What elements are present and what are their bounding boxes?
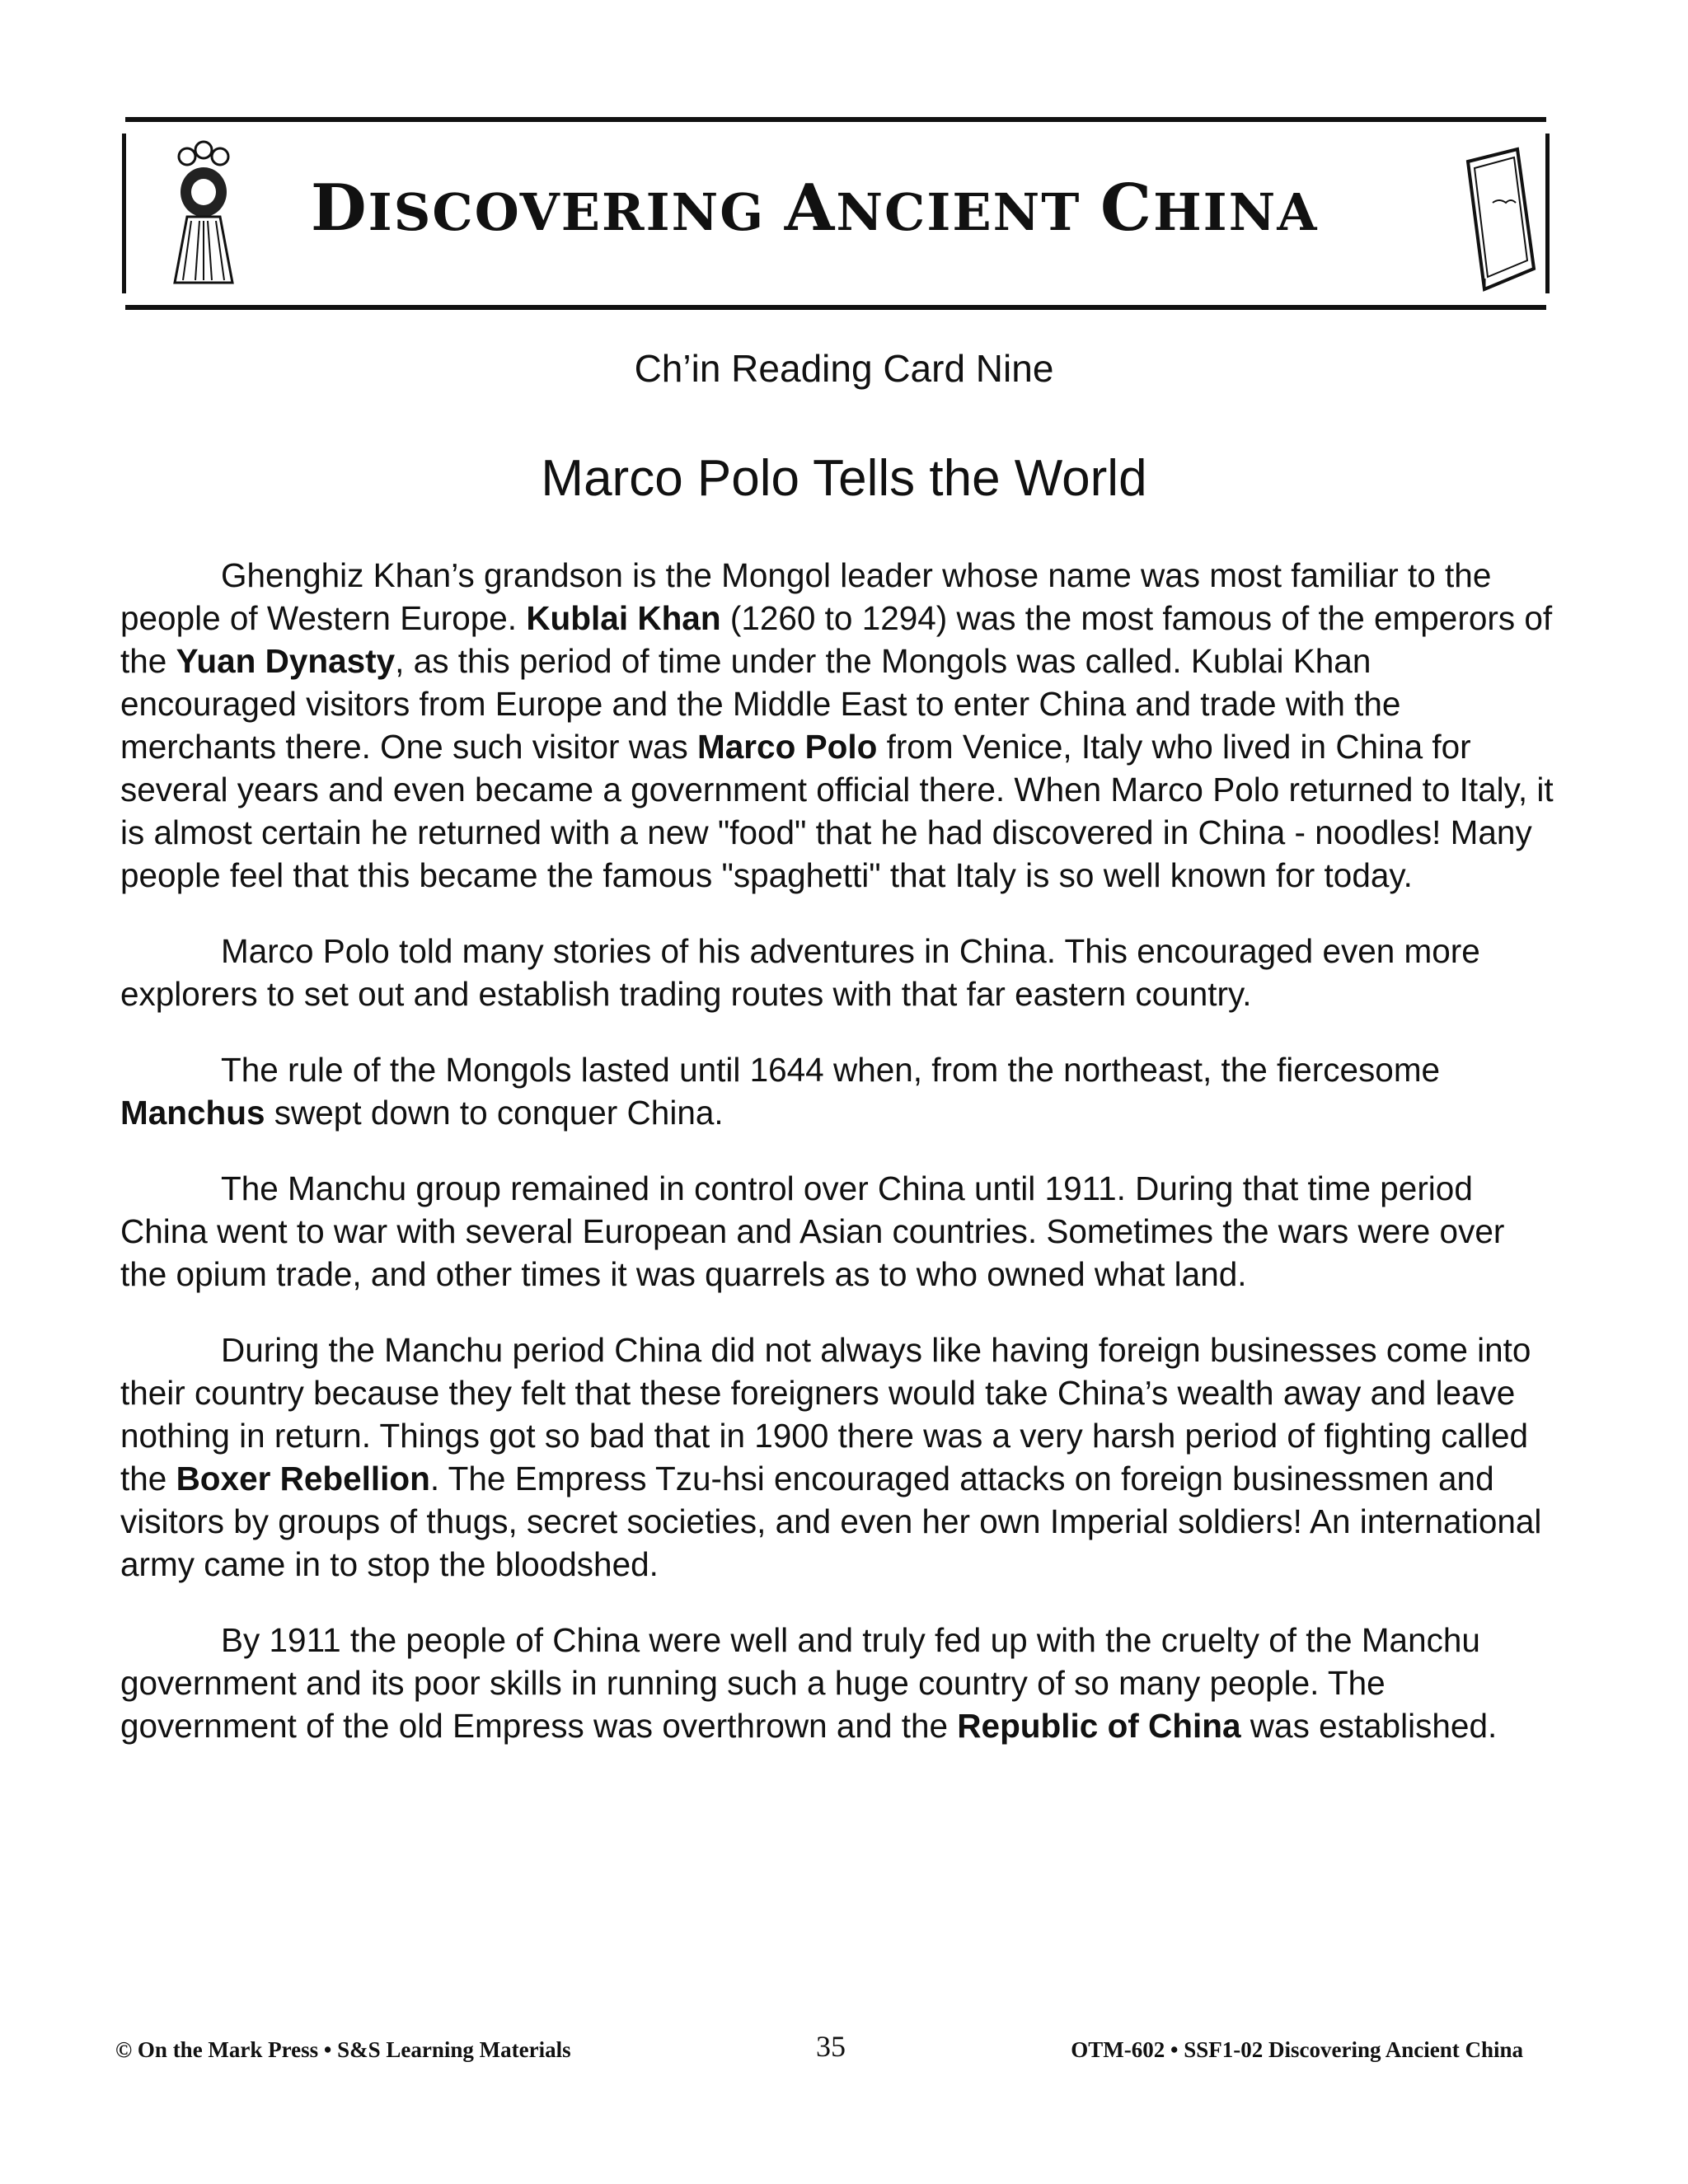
paragraph [120,1048,1554,1134]
page-number: 35 [816,2030,846,2063]
text-run: During the Manchu period China did not always like having foreign businesses come into their country because they felt that these foreigners would take China’s wealth away and leave nothing in return. Things got so bad that in 1900 there was a very harsh period of fighting called the [120,1331,1531,1497]
title-cap: A [784,171,837,246]
text-run: The rule of the Mongols lasted until 1644 when, from the northeast, the fiercesome [221,1051,1441,1089]
title-word: NCIENT [836,182,1100,242]
paragraph [120,930,1554,1015]
text-run: swept down to conquer China. [265,1094,724,1132]
text-run: . The Empress Tzu-hsi encouraged attacks on foreign businessmen and visitors by groups of thugs, secret societies, and even her own Imperial soldiers! An international army came in to stop the bloodshed. [120,1460,1542,1583]
text-run: Marco Polo told many stories of his adventures in China. This encouraged even more explorers to set out and establish trading routes with that far eastern country. [120,932,1480,1013]
bold-term: Marco Polo [697,728,878,766]
bold-term: Kublai Khan [526,599,721,637]
title-cap: C [1100,171,1154,246]
text-run: from Venice, Italy who lived in China for several years and even became a government official there. When Marco Polo returned to Italy, it is almost certain he returned with a new "food" that he had discovered in China - noodles! Many people feel that this became the famous "spaghetti" that Italy is so well known for today. [120,728,1554,894]
title-word: ISCOVERING [368,182,785,242]
bold-term: Yuan Dynasty [176,642,396,680]
text-run: , as this period of time under the Mongols was called. Kublai Khan encouraged visitors from Europe and the Middle East to enter China and trade with the merchants there. One such visitor was [120,642,1401,766]
book-icon [1460,145,1538,293]
bold-term: Republic of China [957,1707,1241,1745]
text-run: By 1911 the people of China were well and truly fed up with the cruelty of the Manchu government and its poor skills in running such a huge country of so many people. The government of the old Empress was overthrown and the [120,1621,1480,1745]
text-run: Ghenghiz Khan’s grandson is the Mongol leader whose name was most familiar to the people of Western Europe. [120,556,1492,637]
bold-term: Manchus [120,1094,265,1132]
banner-border-right [1545,134,1550,293]
text-run: The Manchu group remained in control over China until 1911. During that time period China went to war with several European and Asian countries. Sometimes the wars were over the opium trade, and other times it was quarrels as to who owned what land. [120,1169,1505,1293]
text-run: was established. [1240,1707,1498,1745]
title-word: HINA [1153,182,1319,242]
paragraph [120,554,1554,897]
banner-border-left [122,134,126,293]
text-run: (1260 to 1294) was the most famous of the emperors of the [120,599,1553,680]
title-cap: D [311,171,368,246]
paragraph [120,1329,1554,1586]
card-subtitle: Ch’in Reading Card Nine [634,347,1054,390]
paragraph [120,1619,1554,1747]
paragraph [120,1167,1554,1296]
article-title: Marco Polo Tells the World [541,450,1147,507]
article-body [120,554,1554,1780]
header-banner [125,117,1546,310]
bold-term: Boxer Rebellion [176,1460,430,1497]
banner-title [311,171,1319,246]
opera-mask-icon [162,138,245,291]
footer-product-code: OTM-602 • SSF1-02 Discovering Ancient China [1071,2037,1523,2062]
footer-copyright: © On the Mark Press • S&S Learning Materials [115,2037,571,2062]
